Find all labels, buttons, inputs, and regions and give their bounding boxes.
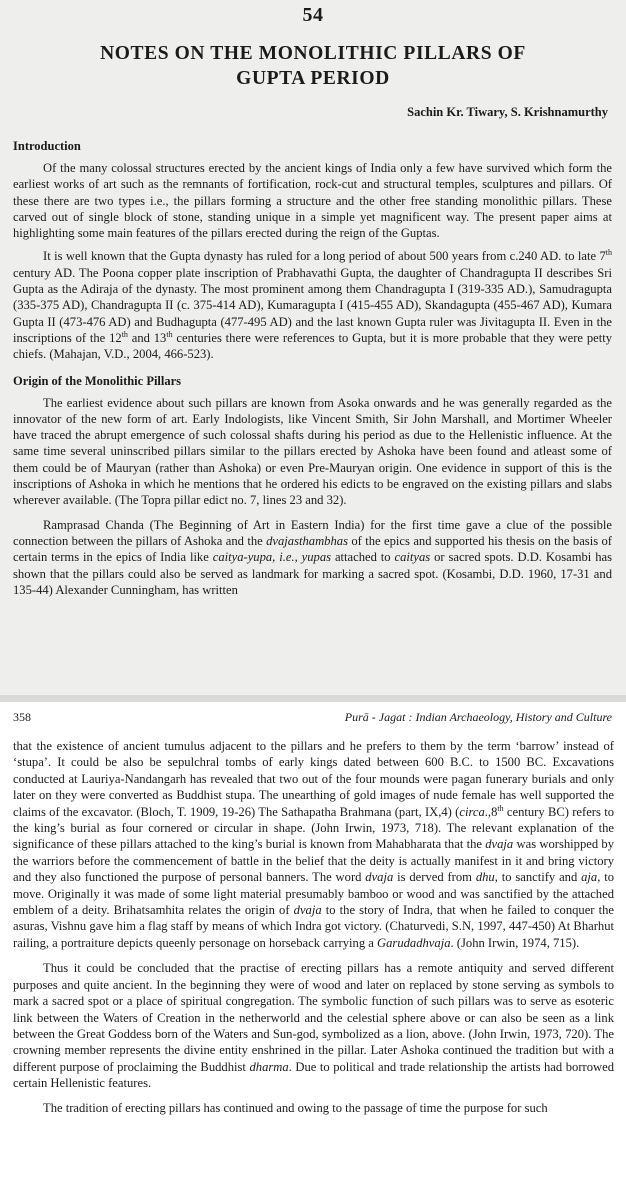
section-heading-origin: Origin of the Monolithic Pillars — [13, 373, 182, 388]
paragraph-intro-1: Of the many colossal structures erected by the ancient kings of India only a few have survived which form the earliest works of art such as the remnants of fortification, rock-cut and structural temples, sculptures and pillars. Of these there are two types i.e., the pillars forming a structure and the other free standing monolithic pillars. These carved out of single block of stone, standing unique in a simple yet magnificent way. The present paper aims at highlighting some main features of the pillars erected during the reign of the Guptas. — [13, 161, 612, 241]
paragraph-origin-2: Ramprasad Chanda (The Beginning of Art in Eastern India) for the first time gave a clue of the possible connection between the pillars of Ashoka and the dvajasthambhas of the epics and supported his thesis on the basis of certain terms in the epics of India like caitya-yupa, i.e., yupas attached to caityas or sacred spots. D.D. Kosambi has shown that the pillars could also be served as landmark for marking a sacred spot. (Kosambi, D.D. 1960, 17-31 and 135-44) Alexander Cunningham, has written — [13, 517, 612, 597]
title-line-2: GUPTA PERIOD — [236, 68, 390, 89]
running-header — [0, 710, 626, 738]
article-title — [30, 41, 596, 91]
title-line-1: NOTES ON THE MONOLITHIC PILLARS OF — [100, 43, 526, 64]
page-number: 54 — [302, 4, 324, 26]
journal-title: Purā - Jagat : Indian Archaeology, History and Culture — [344, 710, 612, 724]
paragraph-trailing: The tradition of erecting pillars has continued and owing to the passage of time the purpose for such — [43, 1100, 548, 1115]
paragraph-conclusion: Thus it could be concluded that the practise of erecting pillars has a remote antiquity and served different purposes and quite ancient. In the beginning they were of wood and later on replaced by stone serving as symbols to mark a sacred spot or a place of spiritual congregation. The symbolic function of such pillars was to serve as esoteric link between the Waters of Creation in the netherworld and the celestial sphere above or can also be seen as a link between the Great Goddess born of the Waters and Sun-god, symbolized as a lion, above. (John Irwin, 1973, 720). The crowning member represents the divine entity enshrined in the pillar. Later Ashoka continued the tradition but with a different purpose of proclaiming the Buddhist dharma. Due to political and trade relationship the artists had borrowed certain Hellenistic features. — [13, 961, 614, 1091]
page-358 — [0, 702, 626, 1200]
section-heading-introduction: Introduction — [13, 139, 81, 153]
paragraph-intro-2: It is well known that the Gupta dynasty has ruled for a long period of about 500 years from c.240 AD. to late 7th century AD. The Poona copper plate inscription of Prabhavathi Gupta, the daughter of Chandragupta II describes Sri Gupta as the Adiraja of the dynasty. The most prominent among them Chandragupta I (319-335 AD.), Samudragupta (335-375 AD), Chandragupta II (c. 375-414 AD), Kumaragupta I (415-455 AD), Skandagupta (455-467 AD), Kumara Gupta II (473-476 AD) and Budhagupta (477-495 AD) and the last known Gupta ruler was Jivitagupta II. Even in the inscriptions of the 12th and 13th centuries there were references to Gupta, but it is more probable that they were petty chiefs. (Mahajan, V.D., 2004, 466-523). — [13, 248, 612, 362]
authors: Sachin Kr. Tiwary, S. Krishnamurthy — [407, 105, 608, 119]
page-number: 358 — [13, 710, 31, 724]
page-separator — [0, 695, 626, 702]
paragraph-origin-1: The earliest evidence about such pillars are known from Asoka onwards and he was generally regarded as the innovator of the new form of art. Early Indologists, like Vincent Smith, Sir John Marshall, and Mortimer Wheeler have traced the abrupt emergence of such colossal shafts during his period as due to the Hellenistic influence. At the same time several uninscribed pillars similar to the pillars erected by Ashoka have been found and atleast some of them could be of Mauryan (rather than Ashoka) or even Pre-Mauryan origin. One evidence in support of this is the inscriptions of Ashoka in which he mentions that he ordered his edicts to be engraved on the existing pillars and slabs wherever available. (The Topra pillar edict no. 7, lines 23 and 32). — [13, 395, 612, 508]
paragraph-continued: that the existence of ancient tumulus adjacent to the pillars and he prefers to them by the term ‘barrow’ instead of ‘stupa’. It could be also be sepulchral tombs of early kings dated between 600 B.C. to 1500 BC. Excavations conducted at Lauriya-Nandangarh has revealed that two out of the four mounds were pagan funerary burials and only later on they were converted as Buddhist stupa. The unearthing of gold images of nude female has well supported the claims of the excavator. (Bloch, T. 1909, 19-26) The Sathapatha Brahmana (part, IX,4) (circa.,8th century BC) refers to the king’s burial as four cornered or circular in shape. (John Irwin, 1973, 718). The relevant explanation of the significance of these pillars attached to the king’s burial is known from Mahabharata that the dvaja was worshipped by the warriors before the commencement of battle in the belief that the deity is actually manifest in it and bring victory and they also functioned the purpose of personal banners. The word dvaja is derved from dhu, to sanctify and aja, to move. Originally it was made of some light material presumably bamboo or wood and was sanctified by the attached emblem of a deity. Brihatsamhita relates the origin of dvaja to the story of Indra, that when he failed to conquer the asuras, Vishnu gave him a flag staff by means of which Indra got victory. (Chaturvedi, S.N, 1997, 447-450) At Bharhut railing, a portraiture depicts queenly personage on horseback carrying a Garudadhvaja. (John Irwin, 1974, 715). — [13, 739, 614, 950]
